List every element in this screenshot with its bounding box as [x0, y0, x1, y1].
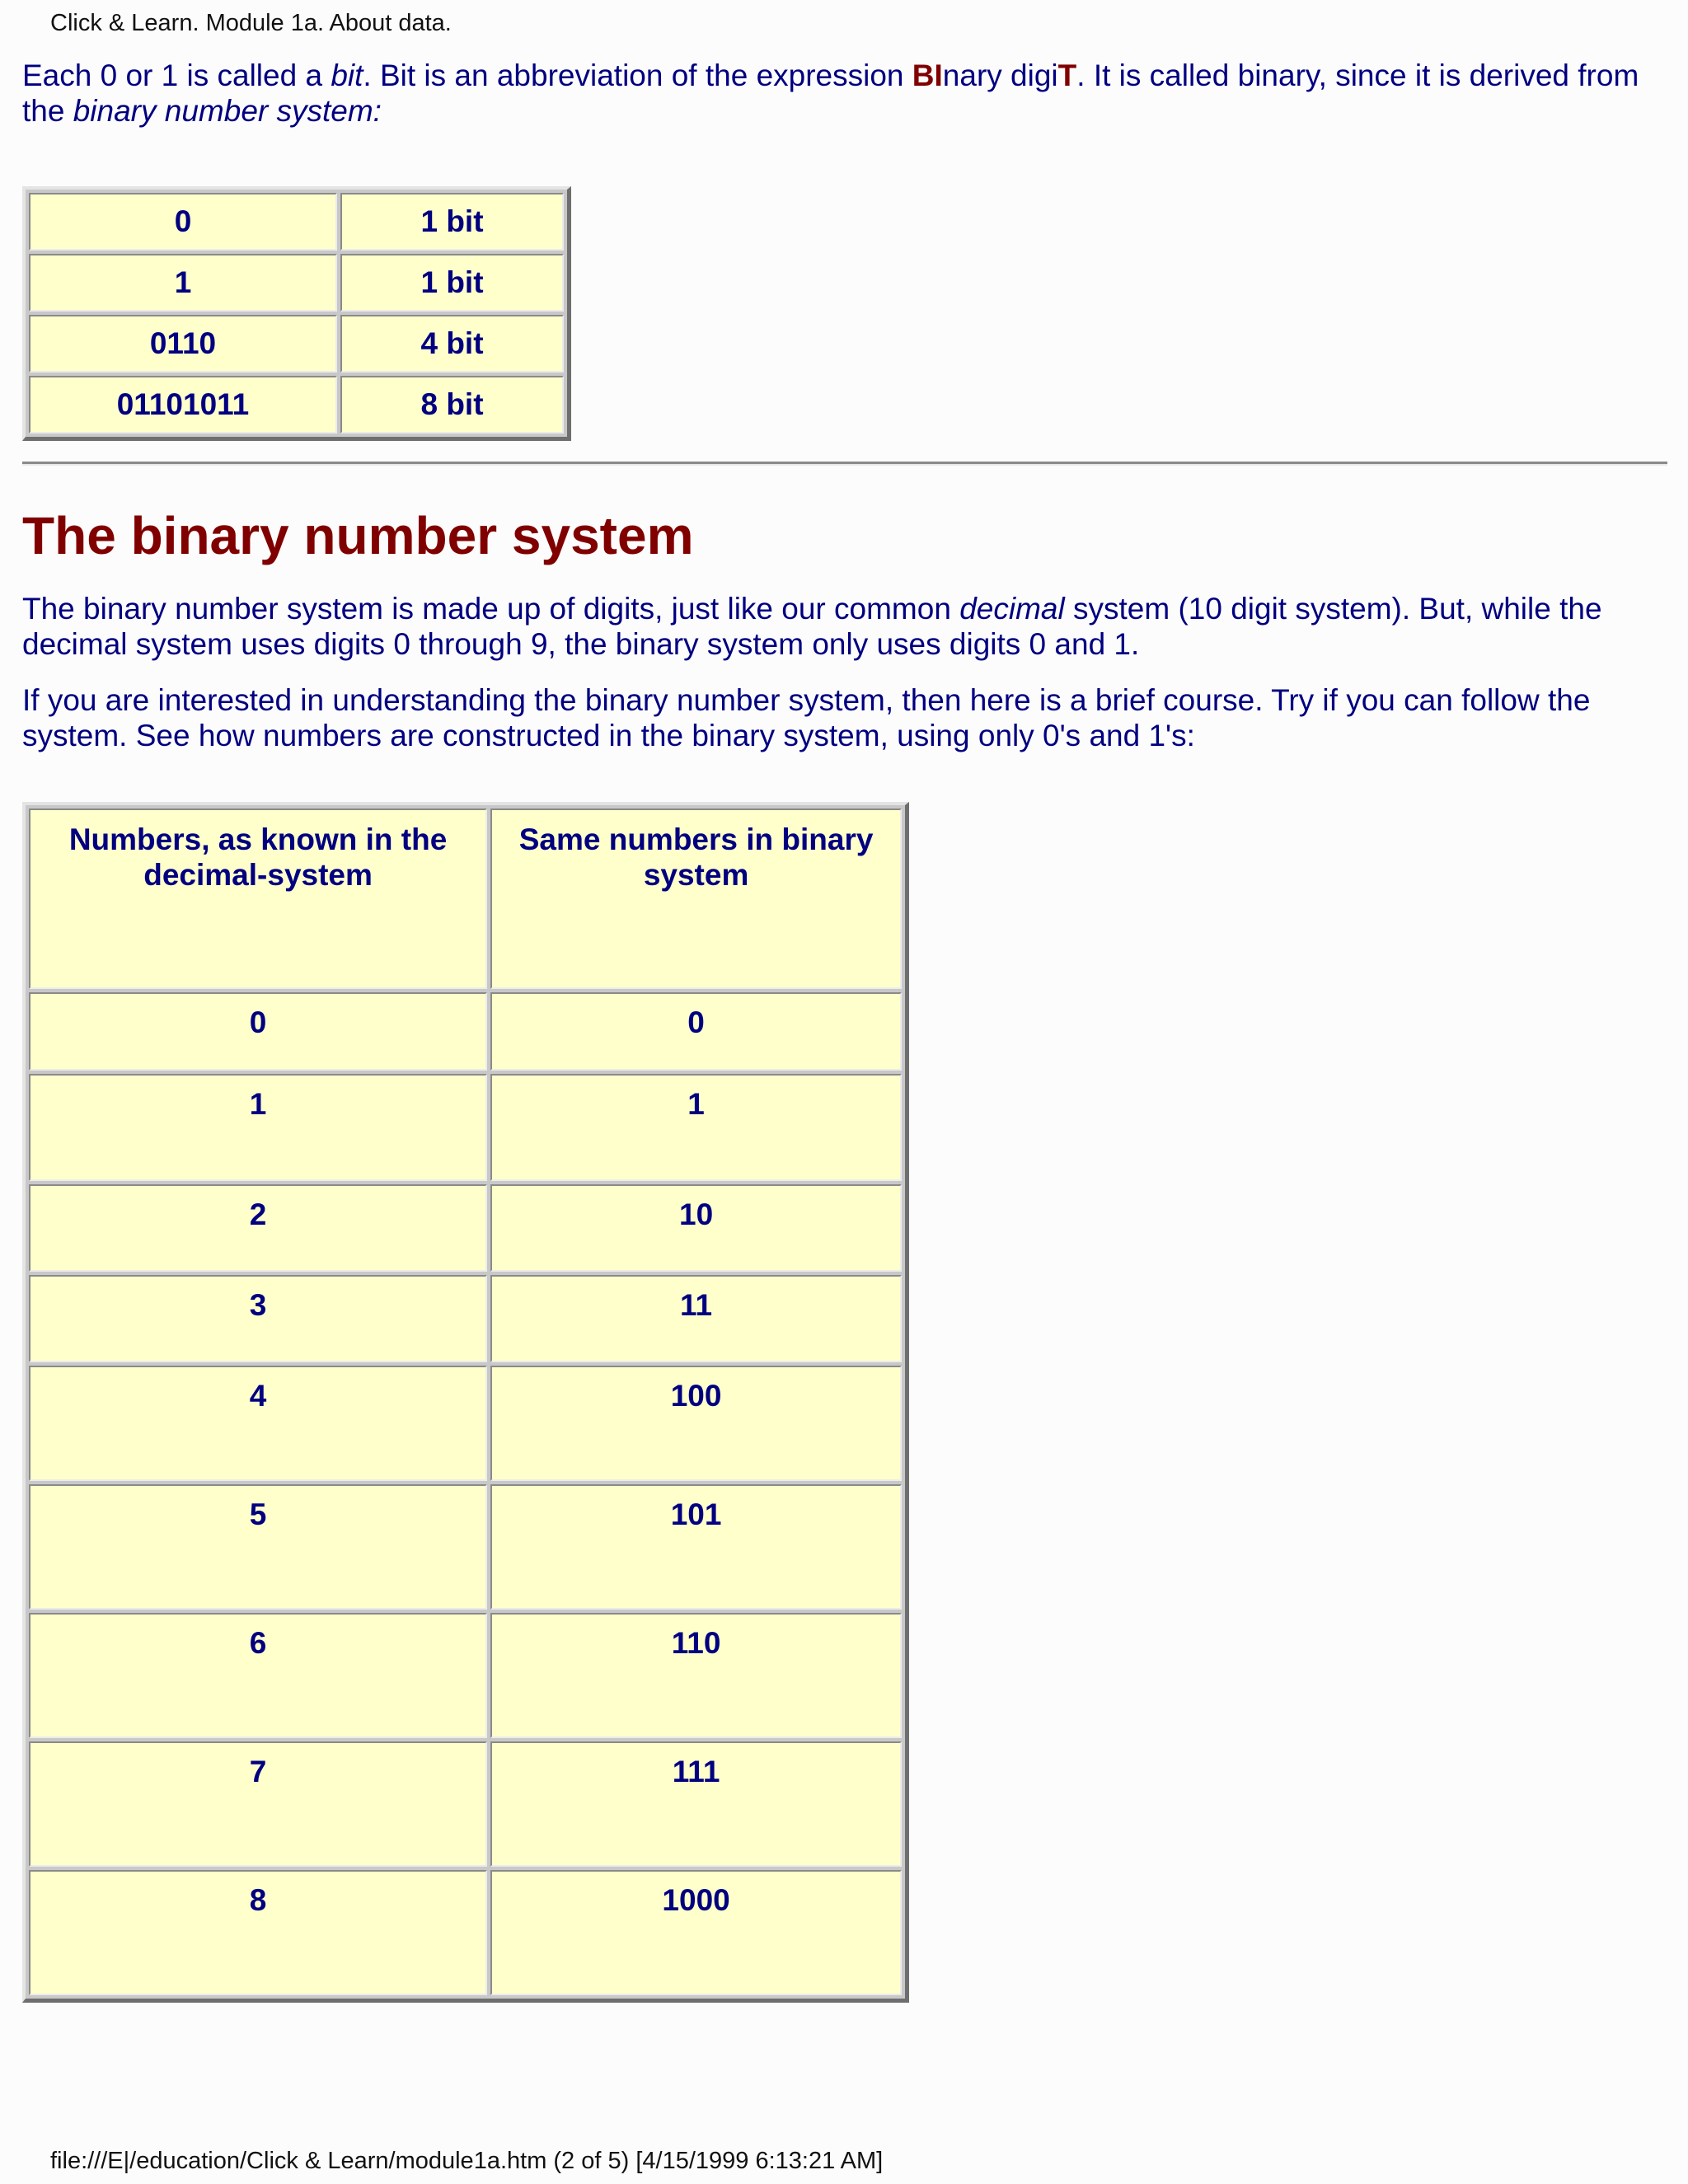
- table-row: [29, 1074, 902, 1181]
- bits-count-cell: 1 bit: [340, 254, 564, 312]
- table-row: [29, 254, 564, 312]
- intro-paragraph: [22, 58, 1671, 129]
- intro-text: Each 0 or 1 is called a: [22, 59, 331, 92]
- table-row: [29, 315, 564, 373]
- page-footer-url: file:///E|/education/Click & Learn/module1a.htm (2 of 5) [4/15/1999 6:13:21 AM]: [50, 2148, 884, 2174]
- intro-em-system: binary number system:: [73, 94, 382, 128]
- decimal-cell: 8: [29, 1870, 487, 1995]
- bits-count-cell: 8 bit: [340, 376, 564, 434]
- intro-highlight-bi: BI: [912, 59, 943, 92]
- decimal-cell: 5: [29, 1484, 487, 1610]
- table-row: [29, 1613, 902, 1738]
- table-row: [29, 992, 902, 1071]
- intro-text: . Bit is an abbreviation of the expression: [363, 59, 912, 92]
- horizontal-divider: [22, 462, 1667, 466]
- description-paragraph: [22, 591, 1671, 662]
- table-row: [29, 1484, 902, 1610]
- decimal-cell: 6: [29, 1613, 487, 1738]
- bits-value-cell: 0: [29, 193, 337, 251]
- table-row: [29, 1184, 902, 1272]
- binary-cell: 1: [490, 1074, 902, 1181]
- table-row: [29, 193, 564, 251]
- bits-value-cell: 0110: [29, 315, 337, 373]
- table-header-row: [29, 808, 902, 989]
- section-heading: The binary number system: [22, 506, 694, 565]
- binary-cell: 11: [490, 1275, 902, 1362]
- table-row: [29, 376, 564, 434]
- intro-text: nary digi: [942, 59, 1058, 92]
- bits-table: [22, 186, 571, 441]
- para-em-decimal: decimal: [959, 592, 1065, 626]
- header-decimal: Numbers, as known in the decimal-system: [29, 808, 487, 989]
- bits-value-cell: 1: [29, 254, 337, 312]
- intro-text: . It is called binary, since it is derived from the: [22, 59, 1639, 128]
- decimal-cell: 0: [29, 992, 487, 1071]
- decimal-cell: 2: [29, 1184, 487, 1272]
- instruction-paragraph: If you are interested in understanding the binary number system, then here is a brief course. Try if you can follow the system. See how numbers are constructed in the binary system, using only 0's and 1's:: [22, 683, 1591, 752]
- binary-cell: 101: [490, 1484, 902, 1610]
- bits-value-cell: 01101011: [29, 376, 337, 434]
- decimal-cell: 1: [29, 1074, 487, 1181]
- bits-count-cell: 1 bit: [340, 193, 564, 251]
- table-row: [29, 1366, 902, 1481]
- binary-cell: 111: [490, 1741, 902, 1867]
- binary-conversion-table: [22, 802, 909, 2003]
- header-binary: Same numbers in binary system: [490, 808, 902, 989]
- intro-em-bit: bit: [331, 59, 363, 92]
- binary-cell: 100: [490, 1366, 902, 1481]
- page-header-title: Click & Learn. Module 1a. About data.: [50, 10, 452, 36]
- decimal-cell: 3: [29, 1275, 487, 1362]
- binary-cell: 1000: [490, 1870, 902, 1995]
- decimal-cell: 7: [29, 1741, 487, 1867]
- para-text: system (10 digit system). But, while the decimal system uses digits 0 through 9, the binary system only uses digits 0 and 1.: [22, 592, 1602, 661]
- binary-cell: 10: [490, 1184, 902, 1272]
- para-text: The binary number system is made up of digits, just like our common: [22, 592, 960, 626]
- intro-highlight-t: T: [1057, 59, 1077, 92]
- decimal-cell: 4: [29, 1366, 487, 1481]
- binary-cell: 0: [490, 992, 902, 1071]
- bits-count-cell: 4 bit: [340, 315, 564, 373]
- table-row: [29, 1275, 902, 1362]
- binary-cell: 110: [490, 1613, 902, 1738]
- table-row: [29, 1741, 902, 1867]
- table-row: [29, 1870, 902, 1995]
